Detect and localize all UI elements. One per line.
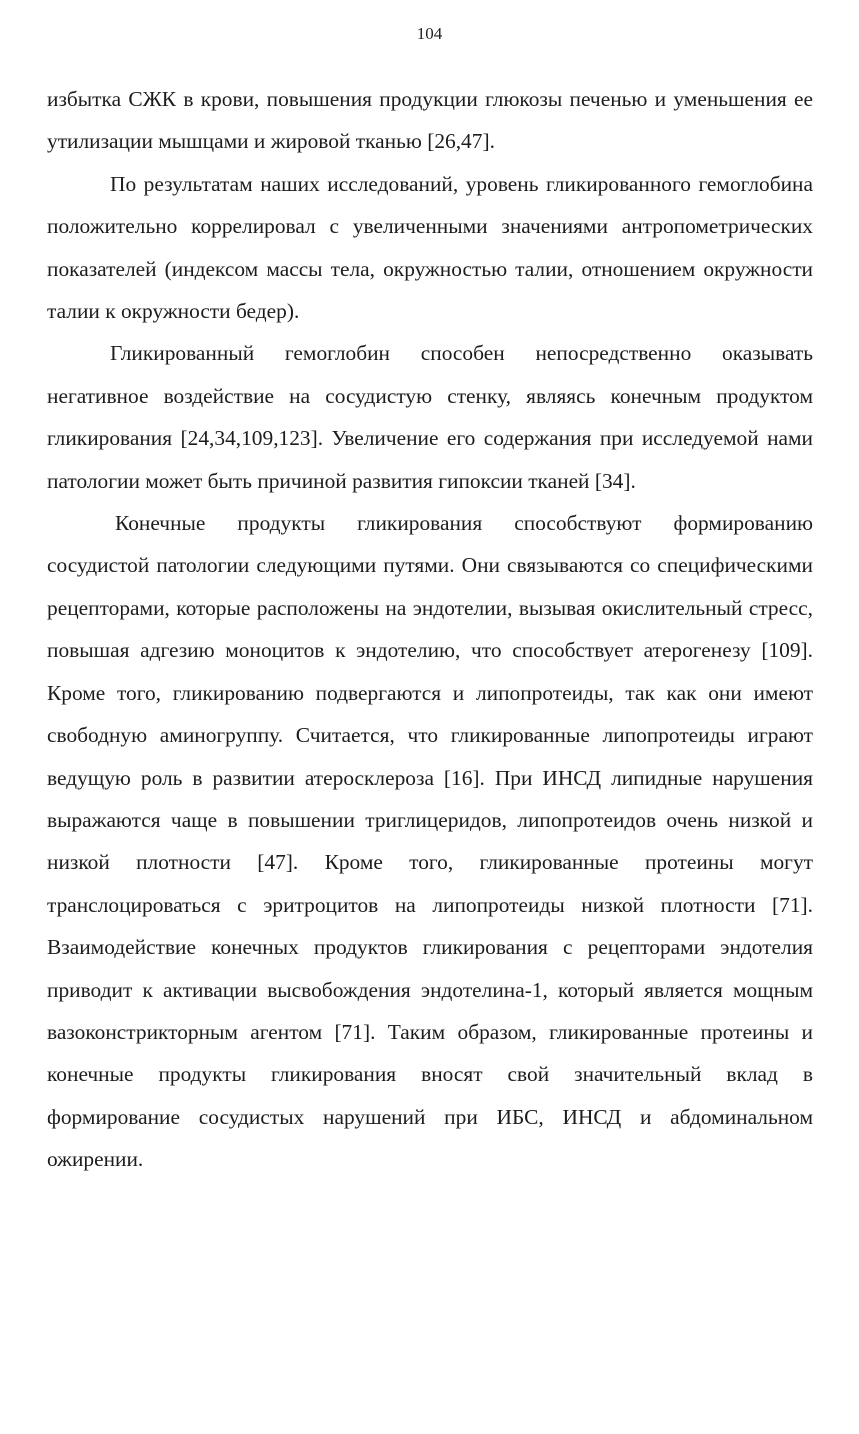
paragraph-hba1c-correlation: По результатам наших исследований, уровень гликированного гемоглобина положительно коррелировал с увеличенными значениями антропометрических показателей (индексом массы тела, окружностью талии, отношением окружности талии к окружности бедер). [47, 171, 813, 324]
page-number: 104 [416, 24, 443, 43]
paragraph-hba1c-vascular-effect: Гликированный гемоглобин способен непосредственно оказывать негативное воздействие на сосудистую стенку, являясь конечным продуктом гликирования [24,34,109,123]. Увеличение его содержания при исследуемой нами патологии может быть причиной развития гипоксии тканей [34]. [47, 341, 813, 493]
paragraph-continuation: избытка СЖК в крови, повышения продукции глюкозы печенью и уменьшения ее утилизации мышцами и жировой тканью [26,47]. [47, 87, 813, 154]
body-text [47, 78, 813, 1181]
paragraph-glycation-end-products: Конечные продукты гликирования способствуют формированию сосудистой патологии следующими путями. Они связываются со специфическими рецепторами, которые расположены на эндотелии, вызывая окислительный стресс, повышая адгезию моноцитов к эндотелию, что способствует атерогенезу [109]. Кроме того, гликированию подвергаются и липопротеиды, так как они имеют свободную аминогруппу. Считается, что гликированные липопротеиды играют ведущую роль в развитии атеросклероза [16]. При ИНСД липидные нарушения выражаются чаще в повышении триглицеридов, липопротеидов очень низкой и низкой плотности [47]. Кроме того, гликированные протеины могут транслоцироваться с эритроцитов на липопротеиды низкой плотности [71]. Взаимодействие конечных продуктов гликирования с рецепторами эндотелия приводит к активации высвобождения эндотелина-1, который является мощным вазоконстрикторным агентом [71]. Таким образом, гликированные протеины и конечные продукты гликирования вносят свой значительный вклад в формирование сосудистых нарушений при ИБС, ИНСД и абдоминальном ожирении. [47, 511, 813, 1172]
